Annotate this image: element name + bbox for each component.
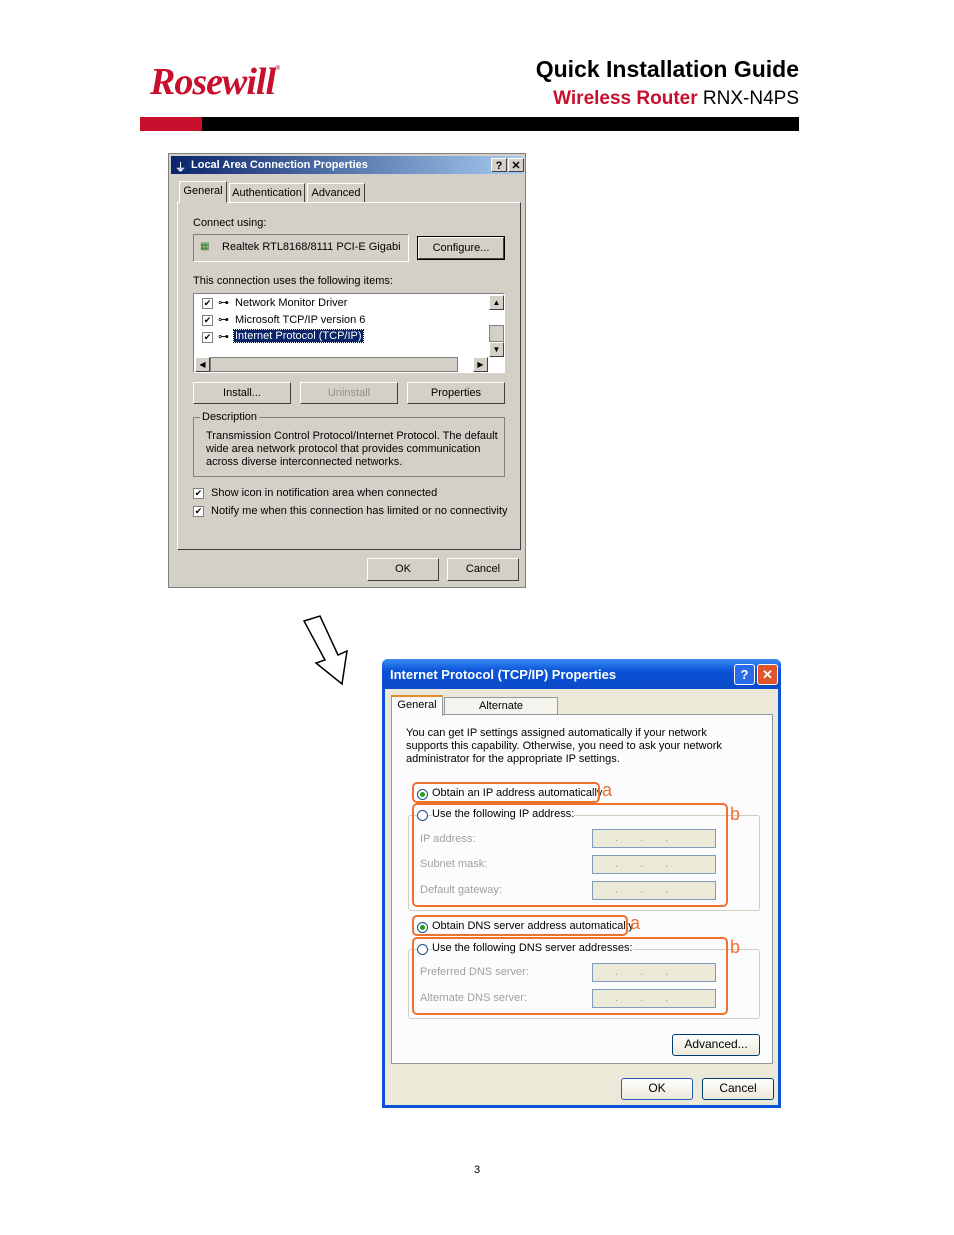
- product-model: RNX-N4PS: [702, 88, 799, 109]
- tcpip-dialog-body: [385, 689, 778, 1105]
- notify-checkbox[interactable]: ✔: [194, 506, 203, 516]
- tcpip-dialog-titlebar: [382, 659, 781, 689]
- checkbox[interactable]: ✔: [203, 315, 212, 325]
- default-gateway-label: Default gateway:: [420, 884, 502, 896]
- connect-using-label: Connect using:: [193, 217, 267, 229]
- ip-address-field[interactable]: ...: [592, 829, 716, 848]
- use-ip-label: Use the following IP address:: [432, 808, 575, 820]
- down-arrow-icon: [300, 615, 362, 689]
- checkbox[interactable]: ✔: [203, 332, 212, 342]
- list-item[interactable]: Microsoft TCP/IP version 6: [235, 314, 366, 326]
- list-item-selected[interactable]: Internet Protocol (TCP/IP): [235, 330, 362, 342]
- adapter-box: [193, 234, 409, 262]
- tab-alternate-configuration[interactable]: Alternate: [444, 697, 558, 716]
- product-subtitle: [553, 88, 799, 110]
- install-button[interactable]: Install...: [193, 382, 291, 404]
- use-dns-label: Use the following DNS server addresses:: [432, 942, 633, 954]
- cancel-button[interactable]: Cancel: [447, 558, 519, 581]
- alternate-dns-label: Alternate DNS server:: [420, 992, 527, 1004]
- scroll-right-icon[interactable]: ▶: [473, 357, 488, 372]
- annotation-b: b: [730, 804, 741, 824]
- show-icon-checkbox[interactable]: ✔: [194, 488, 203, 498]
- scroll-down-icon[interactable]: ▼: [489, 342, 504, 357]
- tab-authentication[interactable]: Authentication: [229, 183, 305, 203]
- highlight-a: [412, 915, 628, 936]
- header-bar-black: [202, 117, 799, 131]
- help-icon[interactable]: ?: [734, 664, 755, 685]
- tab-general[interactable]: General: [179, 181, 227, 203]
- items-label: This connection uses the following items:: [193, 275, 393, 287]
- highlight-b: [412, 937, 728, 1015]
- default-gateway-field[interactable]: ...: [592, 881, 716, 900]
- scroll-thumb[interactable]: [489, 325, 504, 342]
- advanced-button[interactable]: Advanced...: [672, 1034, 760, 1056]
- rosewill-logo: Rosewill®: [150, 61, 280, 103]
- network-card-icon: ▦: [200, 241, 210, 252]
- scroll-up-icon[interactable]: ▲: [489, 295, 504, 310]
- protocol-icon: ⊶: [218, 314, 229, 326]
- components-list: [193, 293, 505, 373]
- ok-button[interactable]: OK: [367, 558, 439, 581]
- description-text: Transmission Control Protocol/Internet Protocol. The default wide area network protocol that provides communication across diverse interconnected networks.: [206, 430, 498, 468]
- page-number: 3: [473, 1164, 481, 1176]
- annotation-a: a: [602, 780, 613, 800]
- preferred-dns-field[interactable]: ...: [592, 963, 716, 982]
- adapter-name: Realtek RTL8168/8111 PCI-E Gigabi: [222, 241, 401, 253]
- description-legend: Description: [202, 411, 258, 423]
- hscroll-thumb[interactable]: [210, 357, 458, 372]
- lan-properties-dialog: [168, 153, 526, 588]
- lan-dialog-title: Local Area Connection Properties: [191, 159, 368, 171]
- tab-general[interactable]: General: [391, 695, 443, 716]
- highlight-b: [412, 803, 728, 907]
- uninstall-button[interactable]: Uninstall: [300, 382, 398, 404]
- highlight-a: [412, 782, 603, 803]
- obtain-ip-label: Obtain an IP address automatically: [432, 787, 603, 799]
- obtain-dns-label: Obtain DNS server address automatically: [432, 920, 634, 932]
- checkbox[interactable]: ✔: [203, 298, 212, 308]
- subnet-mask-field[interactable]: ...: [592, 855, 716, 874]
- tcpip-general-panel: [391, 714, 773, 1064]
- close-icon[interactable]: ✕: [757, 664, 778, 685]
- lan-dialog-titlebar: [171, 156, 523, 174]
- tcpip-properties-dialog: [382, 659, 781, 1108]
- intro-text: You can get IP settings assigned automatically if your network supports this capability. Otherwise, you need to ask your network administrator for the appropriate IP settings.: [406, 727, 722, 765]
- network-icon: ⏚: [175, 162, 186, 174]
- description-group: [193, 411, 505, 477]
- annotation-b: b: [730, 937, 741, 957]
- protocol-icon: ⊶: [218, 331, 229, 343]
- general-panel: [177, 202, 521, 550]
- properties-button[interactable]: Properties: [407, 382, 505, 404]
- product-name: Wireless Router: [553, 88, 698, 109]
- guide-title: Quick Installation Guide: [535, 56, 799, 82]
- tab-advanced[interactable]: Advanced: [307, 183, 365, 203]
- alternate-dns-field[interactable]: ...: [592, 989, 716, 1008]
- list-item[interactable]: Network Monitor Driver: [235, 297, 348, 309]
- annotation-a: a: [630, 913, 641, 933]
- ip-address-label: IP address:: [420, 833, 476, 845]
- ok-button[interactable]: OK: [621, 1078, 693, 1100]
- configure-button[interactable]: Configure...: [418, 237, 504, 259]
- notify-label: Notify me when this connection has limited or no connectivity: [211, 505, 508, 517]
- cancel-button[interactable]: Cancel: [702, 1078, 774, 1100]
- help-icon[interactable]: ?: [491, 158, 507, 172]
- preferred-dns-label: Preferred DNS server:: [420, 966, 529, 978]
- header-bar-red: [140, 117, 202, 131]
- scroll-left-icon[interactable]: ◀: [195, 357, 210, 372]
- tcpip-dialog-title: Internet Protocol (TCP/IP) Properties: [390, 667, 617, 682]
- protocol-icon: ⊶: [218, 297, 229, 309]
- show-icon-label: Show icon in notification area when connected: [211, 487, 438, 499]
- close-icon[interactable]: ✕: [508, 158, 524, 172]
- subnet-mask-label: Subnet mask:: [420, 858, 488, 870]
